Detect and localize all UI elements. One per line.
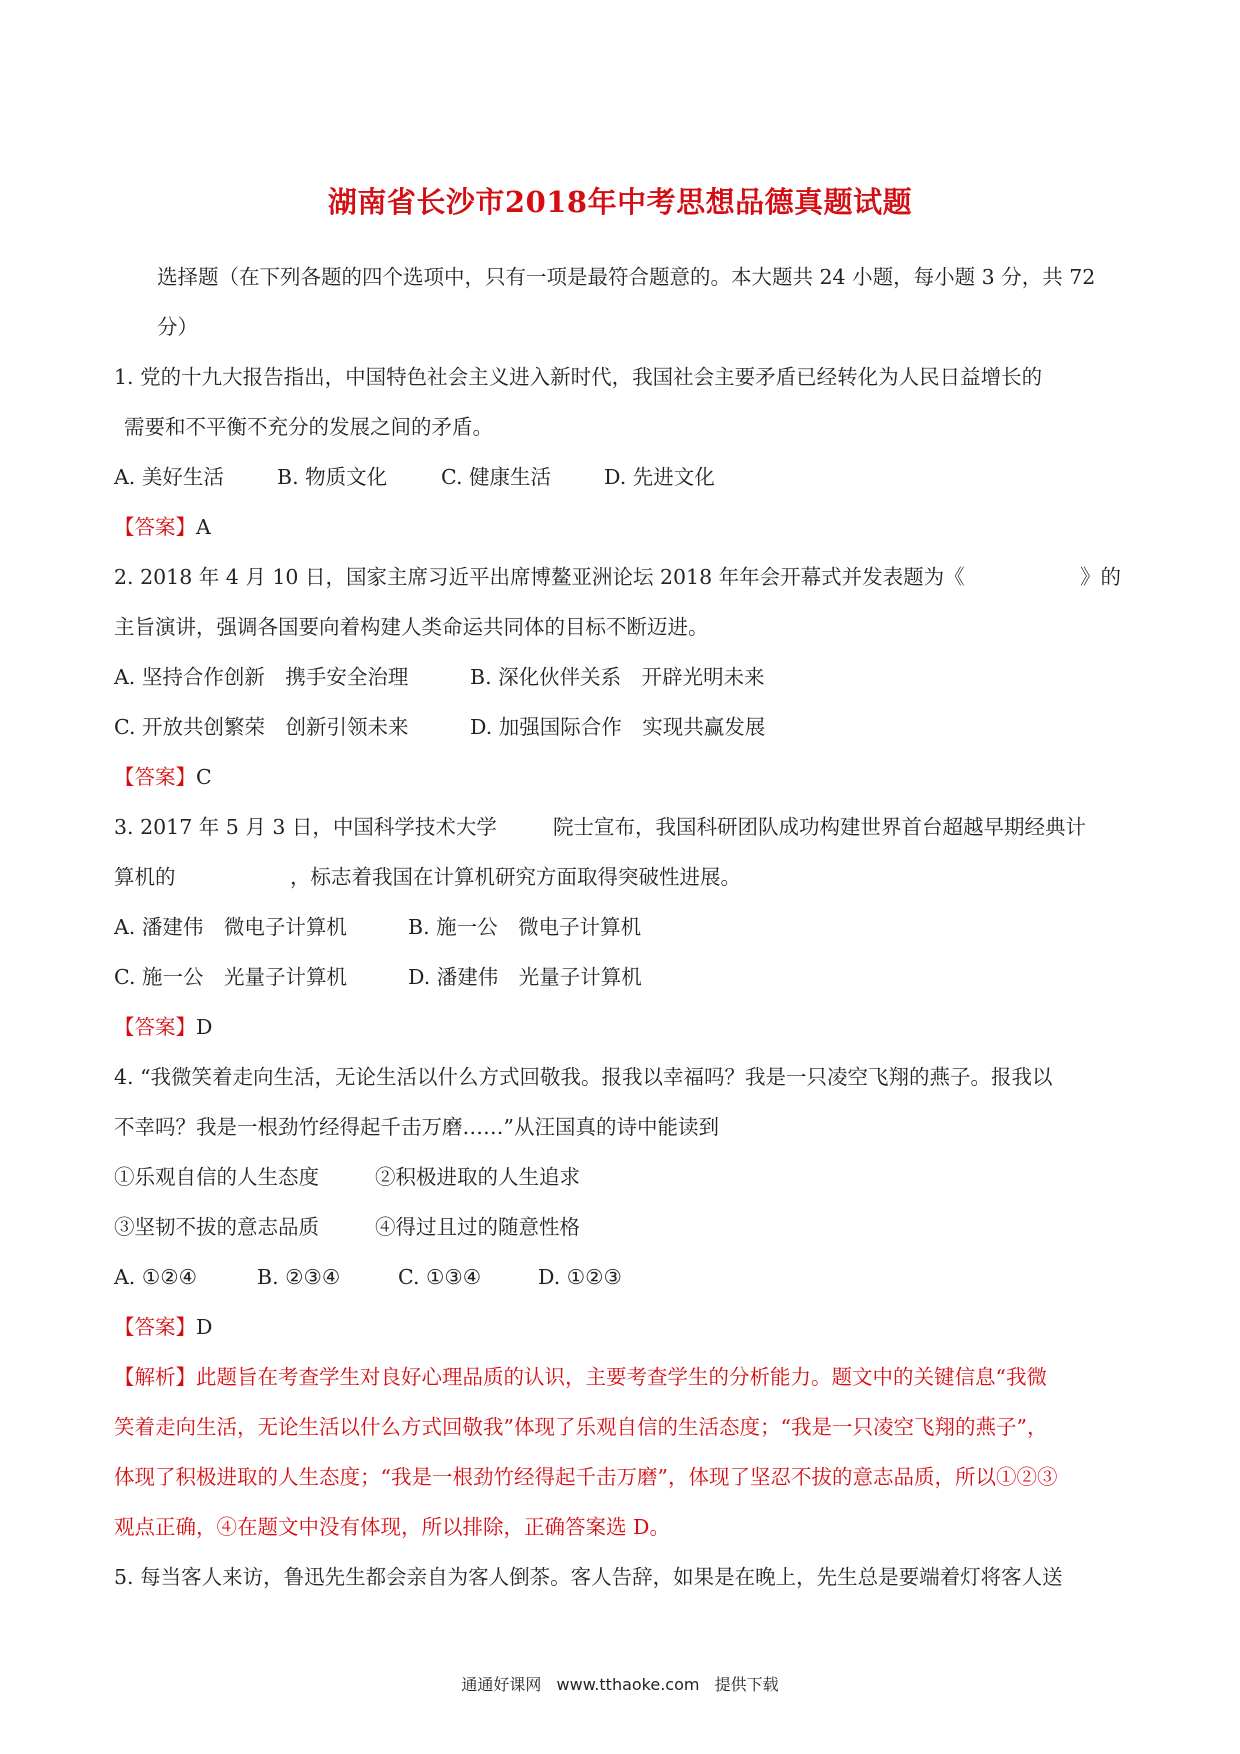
answer-label: 【答案】 [114,1315,196,1339]
question-2-option-d: D. 加强国际合作 实现共赢发展 [470,715,766,739]
answer-value: D [196,1015,213,1039]
question-3-option-a: A. 潘建伟 微电子计算机 [114,915,347,939]
question-1-text-cont: 需要和不平衡不充分的发展之间的矛盾。 [124,415,493,439]
footer-note: 提供下载 [714,1675,779,1694]
question-1-option-a: A. 美好生活 [114,465,224,489]
question-2-option-b: B. 深化伙伴关系 开辟光明未来 [470,665,765,689]
question-2-text-blank-end: 》的 [1080,565,1121,589]
footer-url-link[interactable]: www.tthaoke.com [556,1675,700,1694]
question-3-answer [114,1013,212,1041]
page-footer [0,1672,1240,1695]
question-3-text-b: 院士宣布，我国科研团队成功构建世界首台超越早期经典计 [553,815,1086,839]
answer-value: D [196,1315,213,1339]
question-4-analysis-line-1: 【解析】此题旨在考查学生对良好心理品质的认识，主要考查学生的分析能力。题文中的关键信息“我微 [114,1365,1047,1389]
intro-line-1: 选择题（在下列各题的四个选项中，只有一项是最符合题意的。本大题共 24 小题，每小题 3 分，共 72 [157,265,1096,289]
question-5-text: 5. 每当客人来访，鲁迅先生都会亲自为客人倒茶。客人告辞，如果是在晚上，先生总是要端着灯将客人送 [114,1565,1063,1589]
question-3-text-cont-b: ，标志着我国在计算机研究方面取得突破性进展。 [290,865,741,889]
question-4-text-cont: 不幸吗？我是一根劲竹经得起千击万磨……”从汪国真的诗中能读到 [114,1115,719,1139]
question-4-item-3: ③坚韧不拔的意志品质 [114,1215,319,1239]
question-4-item-4: ④得过且过的随意性格 [375,1215,580,1239]
question-1-option-b: B. 物质文化 [277,465,388,489]
question-4-option-a: A. ①②④ [114,1265,197,1289]
question-4-analysis-line-4: 观点正确，④在题文中没有体现，所以排除，正确答案选 D。 [114,1515,670,1539]
answer-value: C [196,765,212,789]
question-4-option-c: C. ①③④ [398,1265,482,1289]
question-2-text: 2. 2018 年 4 月 10 日，国家主席习近平出席博鳌亚洲论坛 2018 年年会开幕式并发表题为《 [114,565,965,589]
question-2-answer [114,763,212,791]
question-4-item-1: ①乐观自信的人生态度 [114,1165,319,1189]
question-3-option-c: C. 施一公 光量子计算机 [114,965,347,989]
question-4-option-d: D. ①②③ [538,1265,622,1289]
page-title: 湖南省长沙市2018年中考思想品德真题试题 [327,185,913,219]
question-4-option-b: B. ②③④ [257,1265,341,1289]
answer-label: 【答案】 [114,515,196,539]
question-4-text: 4. “我微笑着走向生活，无论生活以什么方式回敬我。报我以幸福吗？我是一只凌空飞翔的燕子。报我以 [114,1065,1053,1089]
question-1-option-c: C. 健康生活 [441,465,551,489]
question-3-text-cont: 算机的 [114,865,176,889]
question-4-analysis-line-3: 体现了积极进取的人生态度；“我是一根劲竹经得起千击万磨”，体现了坚忍不拔的意志品质，所以①②③ [114,1465,1058,1489]
answer-label: 【答案】 [114,765,196,789]
question-4-item-2: ②积极进取的人生追求 [375,1165,580,1189]
footer-site-name: 通通好课网 [461,1675,542,1694]
question-2-option-c: C. 开放共创繁荣 创新引领未来 [114,715,409,739]
question-2-text-cont: 主旨演讲，强调各国要向着构建人类命运共同体的目标不断迈进。 [114,615,709,639]
intro-line-2: 分） [157,315,198,339]
question-3-option-b: B. 施一公 微电子计算机 [408,915,642,939]
question-4-answer [114,1313,212,1341]
question-2-option-a: A. 坚持合作创新 携手安全治理 [114,665,409,689]
answer-value: A [196,515,211,539]
question-4-analysis-line-2: 笑着走向生活，无论生活以什么方式回敬我”体现了乐观自信的生活态度；“我是一只凌空飞翔的燕子”， [114,1415,1048,1439]
question-1-text: 1. 党的十九大报告指出，中国特色社会主义进入新时代，我国社会主要矛盾已经转化为人民日益增长的 [114,365,1043,389]
answer-label: 【答案】 [114,1015,196,1039]
question-1-answer [114,513,211,541]
question-1-option-d: D. 先进文化 [604,465,715,489]
question-3-option-d: D. 潘建伟 光量子计算机 [408,965,642,989]
question-3-text: 3. 2017 年 5 月 3 日，中国科学技术大学 [114,815,497,839]
